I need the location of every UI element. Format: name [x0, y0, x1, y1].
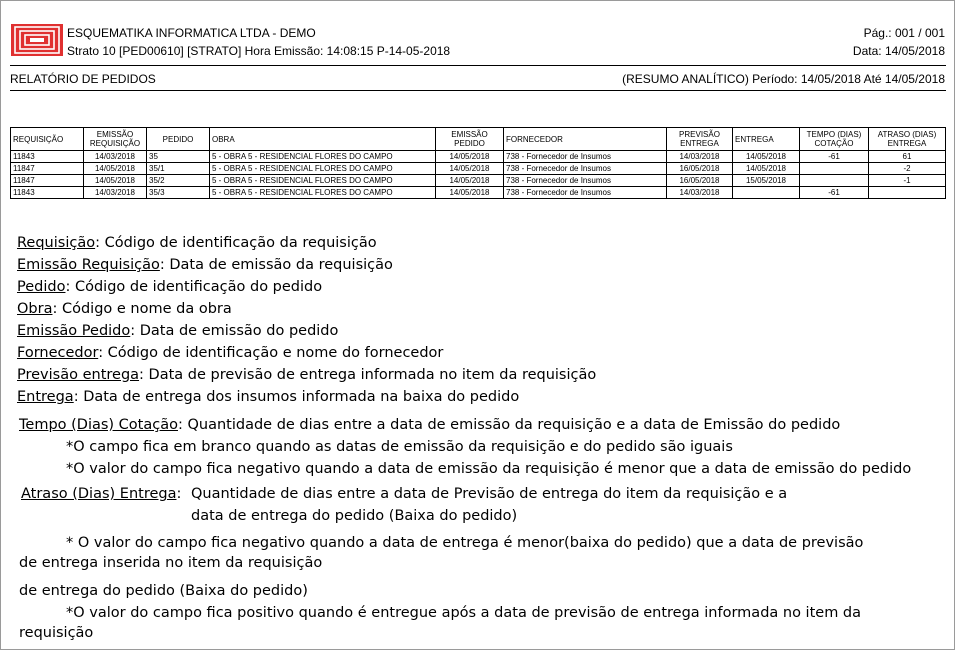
cell-entrega: 14/05/2018: [733, 163, 800, 175]
table-row: [11, 187, 946, 199]
cell-atraso-entrega: [869, 187, 946, 199]
legend-term: Atraso (Dias) Entrega: [21, 486, 177, 502]
col-header-atraso-entrega: ATRASO (DIAS) ENTREGA: [869, 128, 946, 151]
company-logo-icon: [11, 24, 63, 56]
cell-entrega: 15/05/2018: [733, 175, 800, 187]
table-row: [11, 151, 946, 163]
legend-pedido: [17, 277, 322, 297]
legend-atraso-note-1-line-3: de entrega do pedido (Baixa do pedido): [19, 583, 308, 599]
title-divider: [10, 90, 946, 91]
legend-term: Fornecedor: [17, 345, 99, 361]
cell-tempo-cotacao: -61: [800, 151, 869, 163]
cell-pedido: 35: [147, 151, 210, 163]
col-header-tempo-cotacao: TEMPO (DIAS) COTAÇÃO: [800, 128, 869, 151]
legend-emissao-pedido: [17, 321, 338, 341]
col-header-emissao-pedido: EMISSÃO PEDIDO: [436, 128, 504, 151]
legend-entrega: [17, 387, 519, 407]
cell-fornecedor: 738 - Fornecedor de Insumos: [504, 151, 667, 163]
cell-requisicao: 11843: [11, 187, 84, 199]
emission-info: Strato 10 [PED00610] [STRATO] Hora Emissão: 14:08:15 P-14-05-2018: [67, 44, 451, 58]
col-header-pedido: PEDIDO: [147, 128, 210, 151]
table-row: [11, 163, 946, 175]
legend-desc: : Data de emissão da requisição: [159, 257, 393, 273]
cell-tempo-cotacao: -61: [800, 187, 869, 199]
cell-fornecedor: 738 - Fornecedor de Insumos: [504, 187, 667, 199]
cell-emissao-pedido: 14/05/2018: [436, 151, 504, 163]
cell-obra: 5 - OBRA 5 - RESIDENCIAL FLORES DO CAMPO: [210, 187, 436, 199]
cell-emissao-pedido: 14/05/2018: [436, 163, 504, 175]
cell-previsao-entrega: 16/05/2018: [667, 175, 733, 187]
cell-entrega: [733, 187, 800, 199]
cell-pedido: 35/1: [147, 163, 210, 175]
cell-fornecedor: 738 - Fornecedor de Insumos: [504, 175, 667, 187]
cell-obra: 5 - OBRA 5 - RESIDENCIAL FLORES DO CAMPO: [210, 163, 436, 175]
cell-emissao-requisicao: 14/03/2018: [84, 187, 147, 199]
legend-desc: :: [176, 486, 182, 502]
legend-atraso-desc-line-2: data de entrega do pedido (Baixa do pedido): [191, 508, 518, 524]
legend-desc: : Código de identificação e nome do fornecedor: [98, 345, 444, 361]
col-header-fornecedor: FORNECEDOR: [504, 128, 667, 151]
cell-emissao-pedido: 14/05/2018: [436, 187, 504, 199]
legend-atraso-note-2-line-1: *O valor do campo fica positivo quando é entregue após a data de previsão de entrega informada no item da: [66, 605, 862, 621]
col-header-entrega: ENTREGA: [733, 128, 800, 151]
legend-term: Tempo (Dias) Cotação: [19, 417, 178, 433]
legend-term: Emissão Pedido: [17, 323, 131, 339]
legend-tempo-note-1: *O campo fica em branco quando as datas de emissão da requisição e do pedido são iguais: [66, 439, 733, 455]
header-divider: [10, 65, 946, 66]
report-period: (RESUMO ANALÍTICO) Período: 14/05/2018 Até 14/05/2018: [622, 72, 945, 86]
legend-fornecedor: [17, 343, 443, 363]
legend-requisicao: [17, 233, 377, 253]
report-date: Data: 14/05/2018: [852, 44, 945, 58]
page-number: Pág.: 001 / 001: [863, 26, 945, 40]
legend-tempo-cotacao: [19, 415, 840, 435]
cell-entrega: 14/05/2018: [733, 151, 800, 163]
cell-tempo-cotacao: [800, 175, 869, 187]
legend-atraso-entrega: [21, 484, 181, 504]
legend-desc: : Data de entrega dos insumos informada na baixa do pedido: [73, 389, 520, 405]
cell-tempo-cotacao: [800, 163, 869, 175]
cell-emissao-pedido: 14/05/2018: [436, 175, 504, 187]
cell-emissao-requisicao: 14/05/2018: [84, 163, 147, 175]
report-title: RELATÓRIO DE PEDIDOS: [10, 72, 156, 86]
legend-atraso-desc-line-1: Quantidade de dias entre a data de Previsão de entrega do item da requisição e a: [191, 486, 788, 502]
cell-atraso-entrega: -2: [869, 163, 946, 175]
cell-previsao-entrega: 16/05/2018: [667, 163, 733, 175]
cell-obra: 5 - OBRA 5 - RESIDENCIAL FLORES DO CAMPO: [210, 151, 436, 163]
legend-term: Requisição: [17, 235, 96, 251]
legend-emissao-requisicao: [17, 255, 393, 275]
col-header-emissao-requisicao: EMISSÃO REQUISIÇÃO: [84, 128, 147, 151]
table-header-row: [11, 128, 946, 151]
legend-previsao-entrega: [17, 365, 596, 385]
legend-desc: : Código e nome da obra: [52, 301, 232, 317]
legend-term: Emissão Requisição: [17, 257, 160, 273]
cell-atraso-entrega: 61: [869, 151, 946, 163]
cell-emissao-requisicao: 14/05/2018: [84, 175, 147, 187]
legend-obra: [17, 299, 232, 319]
legend-desc: : Data de previsão de entrega informada no item da requisição: [139, 367, 597, 383]
col-header-obra: OBRA: [210, 128, 436, 151]
legend-desc: : Código de identificação do pedido: [65, 279, 323, 295]
legend-term: Pedido: [17, 279, 66, 295]
cell-fornecedor: 738 - Fornecedor de Insumos: [504, 163, 667, 175]
legend-term: Obra: [17, 301, 53, 317]
cell-pedido: 35/3: [147, 187, 210, 199]
cell-previsao-entrega: 14/03/2018: [667, 187, 733, 199]
cell-obra: 5 - OBRA 5 - RESIDENCIAL FLORES DO CAMPO: [210, 175, 436, 187]
legend-term: Previsão entrega: [17, 367, 140, 383]
cell-requisicao: 11847: [11, 175, 84, 187]
table-row: [11, 175, 946, 187]
cell-requisicao: 11847: [11, 163, 84, 175]
orders-table: [10, 127, 946, 199]
cell-emissao-requisicao: 14/03/2018: [84, 151, 147, 163]
legend-desc: : Quantidade de dias entre a data de emissão da requisição e a data de Emissão do pedido: [177, 417, 841, 433]
col-header-requisicao: REQUISIÇÃO: [11, 128, 84, 151]
cell-requisicao: 11843: [11, 151, 84, 163]
cell-pedido: 35/2: [147, 175, 210, 187]
legend-tempo-note-2: *O valor do campo fica negativo quando a data de emissão da requisição é menor que a data de emissão do pedido: [66, 461, 912, 477]
legend-desc: : Data de emissão do pedido: [130, 323, 339, 339]
company-name: ESQUEMATIKA INFORMATICA LTDA - DEMO: [67, 26, 316, 40]
cell-atraso-entrega: -1: [869, 175, 946, 187]
legend-atraso-note-2-line-2: requisição: [19, 625, 94, 641]
col-header-previsao-entrega: PREVISÃO ENTREGA: [667, 128, 733, 151]
legend-atraso-note-1-line-1: * O valor do campo fica negativo quando a data de entrega é menor(baixa do pedido) que a data de previsão: [66, 535, 864, 551]
legend-term: Entrega: [17, 389, 74, 405]
legend-desc: : Código de identificação da requisição: [95, 235, 377, 251]
cell-previsao-entrega: 14/03/2018: [667, 151, 733, 163]
legend-atraso-note-1-line-2: de entrega inserida no item da requisição: [19, 555, 323, 571]
